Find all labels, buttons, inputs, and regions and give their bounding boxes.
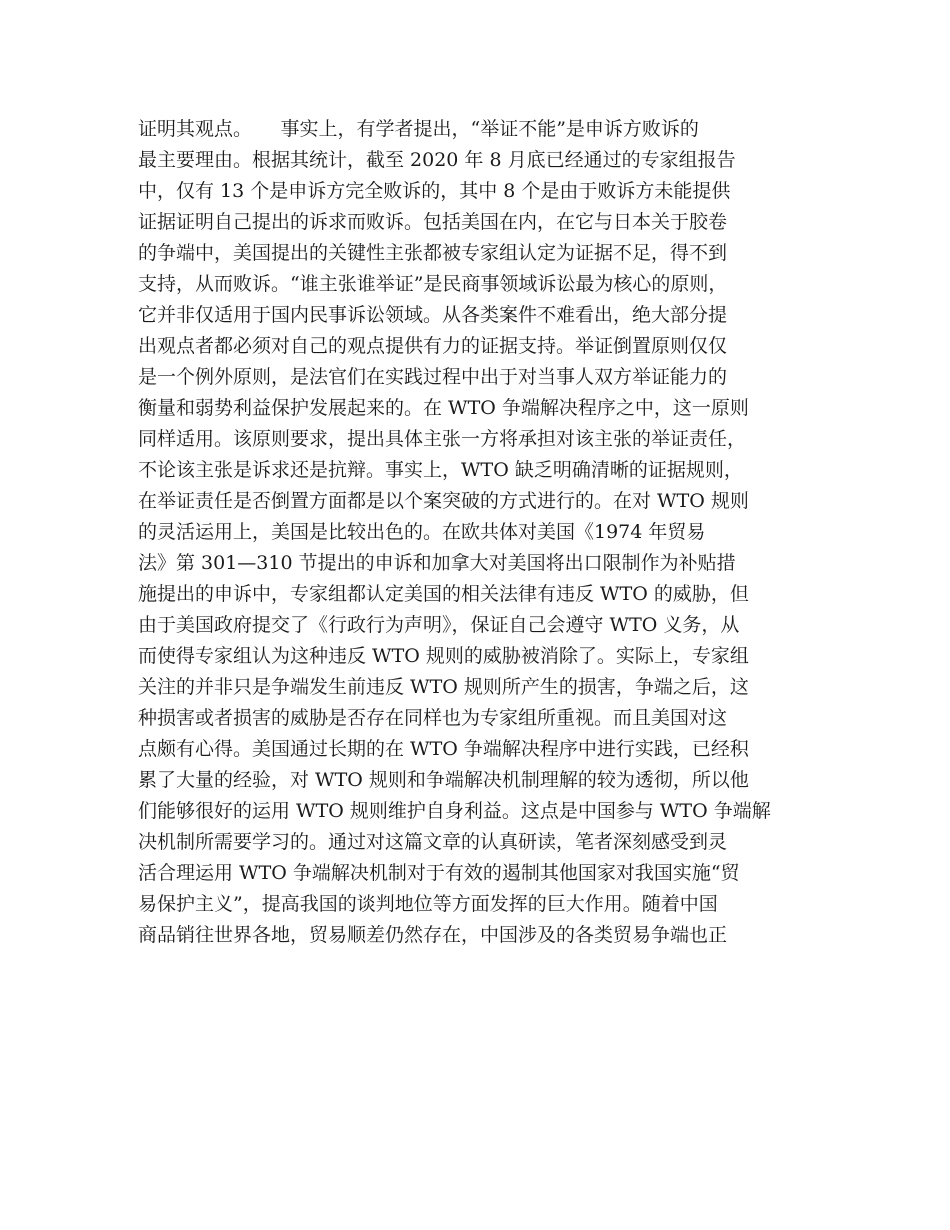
text-line: 而使得专家组认为这种违反 WTO 规则的威胁被消除了。实际上，专家组 (138, 645, 749, 667)
text-line: 点颇有心得。美国通过长期的在 WTO 争端解决程序中进行实践，已经积 (138, 738, 749, 760)
text-line: 出观点者都必须对自己的观点提供有力的证据支持。举证倒置原则仅仅 (138, 335, 728, 357)
text-line: 易保护主义”，提高我国的谈判地位等方面发挥的巨大作用。随着中国 (138, 893, 718, 915)
text-line: 是一个例外原则，是法官们在实践过程中出于对当事人双方举证能力的 (138, 366, 728, 388)
text-line: 在举证责任是否倒置方面都是以个案突破的方式进行的。在对 WTO 规则 (138, 490, 749, 512)
text-line: 不论该主张是诉求还是抗辩。事实上，WTO 缺乏明确清晰的证据规则， (138, 459, 743, 481)
body-text (138, 114, 828, 951)
text-line: 中，仅有 13 个是申诉方完全败诉的，其中 8 个是由于败诉方未能提供 (138, 180, 731, 202)
text-line: 最主要理由。根据其统计，截至 2020 年 8 月底已经通过的专家组报告 (138, 149, 736, 171)
text-line: 种损害或者损害的威胁是否存在同样也为专家组所重视。而且美国对这 (138, 707, 728, 729)
text-line: 支持，从而败诉。“谁主张谁举证”是民商事领域诉讼最为核心的原则， (138, 273, 728, 295)
text-line: 的灵活运用上，美国是比较出色的。在欧共体对美国《1974 年贸易 (138, 521, 706, 543)
text-line: 决机制所需要学习的。通过对这篇文章的认真研读，笔者深刻感受到灵 (138, 831, 728, 853)
text-line: 法》第 301—310 节提出的申诉和加拿大对美国将出口限制作为补贴措 (138, 552, 736, 574)
text-line: 的争端中，美国提出的关键性主张都被专家组认定为证据不足，得不到 (138, 242, 728, 264)
text-line: 同样适用。该原则要求，提出具体主张一方将承担对该主张的举证责任， (138, 428, 747, 450)
text-line: 商品销往世界各地，贸易顺差仍然存在，中国涉及的各类贸易争端也正 (138, 924, 728, 946)
text-line: 关注的并非只是争端发生前违反 WTO 规则所产生的损害，争端之后，这 (138, 676, 749, 698)
text-line: 证据证明自己提出的诉求而败诉。包括美国在内，在它与日本关于胶卷 (138, 211, 728, 233)
text-line: 衡量和弱势利益保护发展起来的。在 WTO 争端解决程序之中，这一原则 (138, 397, 749, 419)
text-line: 它并非仅适用于国内民事诉讼领域。从各类案件不难看出，绝大部分提 (138, 304, 728, 326)
text-line: 累了大量的经验，对 WTO 规则和争端解决机制理解的较为透彻，所以他 (138, 769, 749, 791)
text-line: 由于美国政府提交了《行政行为声明》，保证自己会遵守 WTO 义务，从 (138, 614, 740, 636)
text-line: 证明其观点。 事实上，有学者提出，“举证不能”是申诉方败诉的 (138, 118, 699, 140)
text-line: 施提出的申诉中，专家组都认定美国的相关法律有违反 WTO 的威胁，但 (138, 583, 749, 605)
text-line: 们能够很好的运用 WTO 规则维护自身利益。这点是中国参与 WTO 争端解 (138, 800, 771, 822)
text-line: 活合理运用 WTO 争端解决机制对于有效的遏制其他国家对我国实施“贸 (138, 862, 740, 884)
